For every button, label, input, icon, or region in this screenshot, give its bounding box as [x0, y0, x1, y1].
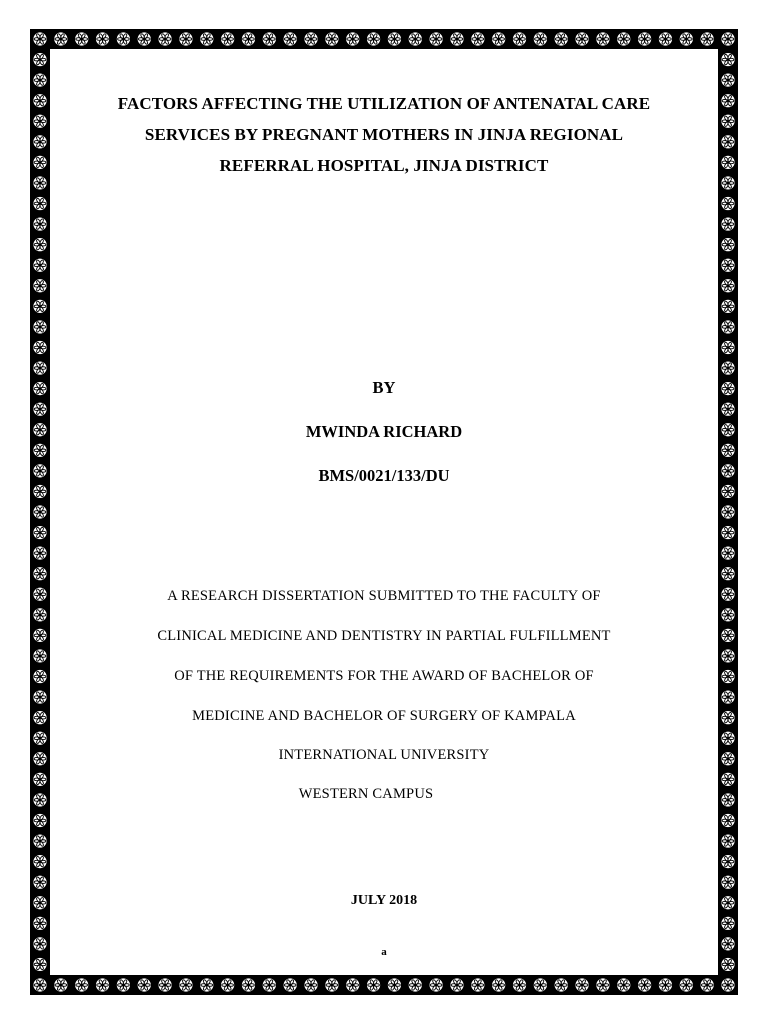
cover-page [50, 0, 718, 1024]
submission-line-5: INTERNATIONAL UNIVERSITY [278, 747, 490, 763]
title-line-2: SERVICES BY PREGNANT MOTHERS IN JINJA REGIONAL [144, 125, 624, 144]
submission-line-4: MEDICINE AND BACHELOR OF SURGERY OF KAMPALA [192, 708, 576, 724]
registration-number: BMS/0021/133/DU [318, 466, 450, 485]
author-name: MWINDA RICHARD [305, 422, 463, 441]
campus-line: WESTERN CAMPUS [298, 786, 434, 802]
submission-date: JULY 2018 [350, 893, 418, 908]
by-label: BY [372, 378, 396, 397]
submission-line-2: CLINICAL MEDICINE AND DENTISTRY IN PARTIAL FULFILLMENT [157, 628, 611, 644]
submission-line-3: OF THE REQUIREMENTS FOR THE AWARD OF BACHELOR OF [174, 668, 594, 684]
title-line-3: REFERRAL HOSPITAL, JINJA DISTRICT [219, 156, 549, 175]
submission-line-1: A RESEARCH DISSERTATION SUBMITTED TO THE FACULTY OF [167, 588, 601, 604]
title-line-1: FACTORS AFFECTING THE UTILIZATION OF ANTENATAL CARE [117, 94, 651, 113]
page-number: a [381, 946, 387, 958]
